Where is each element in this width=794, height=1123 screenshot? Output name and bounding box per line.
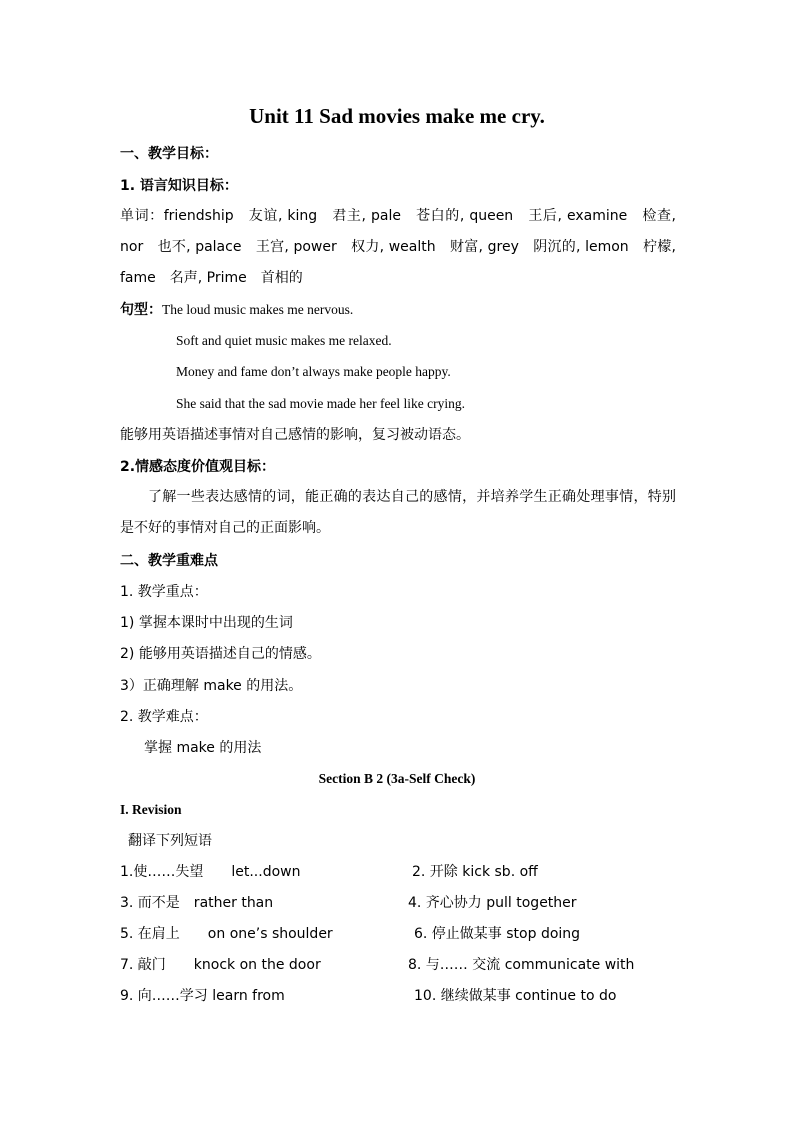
vocabulary-paragraph: 单词：friendship 友谊, king 君主, pale 苍白的, queen 王后, examine 检查, nor 也不, palace 王宫, power 权力, wealth 财富, grey 阴沉的, lemon 柠檬, fame 名声, Prime 首相的 [120, 208, 676, 286]
phrase-right: 4. 齐心协力 pull together [408, 895, 577, 911]
phrase-left: 1.使……失望 let...down [120, 864, 301, 880]
difficult-points-heading: 2. 教学难点： [120, 709, 208, 725]
phrase-left: 9. 向……学习 learn from [120, 988, 285, 1004]
phrase-right: 2. 开除 kick sb. off [412, 864, 538, 880]
sentence-item: She said that the sad movie made her feel like crying. [176, 396, 466, 411]
phrase-right: 8. 与…… 交流 communicate with [408, 957, 635, 973]
revision-heading: I. Revision [120, 802, 182, 817]
phrase-left: 7. 敲门 knock on the door [120, 957, 321, 973]
section-1-1-heading: 1. 语言知识目标： [120, 178, 238, 194]
sentence-item: Money and fame don’t always make people happy. [176, 364, 451, 379]
ability-paragraph: 能够用英语描述事情对自己感情的影响，复习被动语态。 [120, 427, 470, 443]
sentence-item: Soft and quiet music makes me relaxed. [176, 333, 392, 348]
section-2-heading: 二、教学重难点 [120, 553, 218, 569]
page-title: Unit 11 Sad movies make me cry. [249, 104, 545, 128]
sentence-row-1 [120, 300, 676, 320]
key-point-item: 3）正确理解 make 的用法。 [120, 678, 303, 694]
attitude-paragraph: 了解一些表达感情的词，能正确的表达自己的感情，并培养学生正确处理事情，特别是不好的事情对自己的正面影响。 [120, 489, 676, 536]
phrase-right: 6. 停止做某事 stop doing [414, 926, 581, 942]
section-1-2-heading: 2.情感态度价值观目标： [120, 459, 276, 475]
sentence-item: The loud music makes me nervous. [162, 302, 354, 317]
phrase-left: 5. 在肩上 on one’s shoulder [120, 926, 333, 942]
key-point-item: 2) 能够用英语描述自己的情感。 [120, 646, 321, 662]
section-1-heading: 一、教学目标： [120, 146, 218, 162]
key-point-item: 1) 掌握本课时中出现的生词 [120, 615, 293, 631]
difficult-point-text: 掌握 make 的用法 [144, 740, 262, 756]
section-title: Section B 2 (3a-Self Check) [318, 771, 476, 786]
phrase-right: 10. 继续做某事 continue to do [414, 988, 617, 1004]
phrase-left: 3. 而不是 rather than [120, 895, 274, 911]
translate-heading: 翻译下列短语 [128, 833, 212, 849]
key-points-heading: 1. 教学重点： [120, 584, 208, 600]
sentences-label: 句型： [120, 302, 162, 318]
